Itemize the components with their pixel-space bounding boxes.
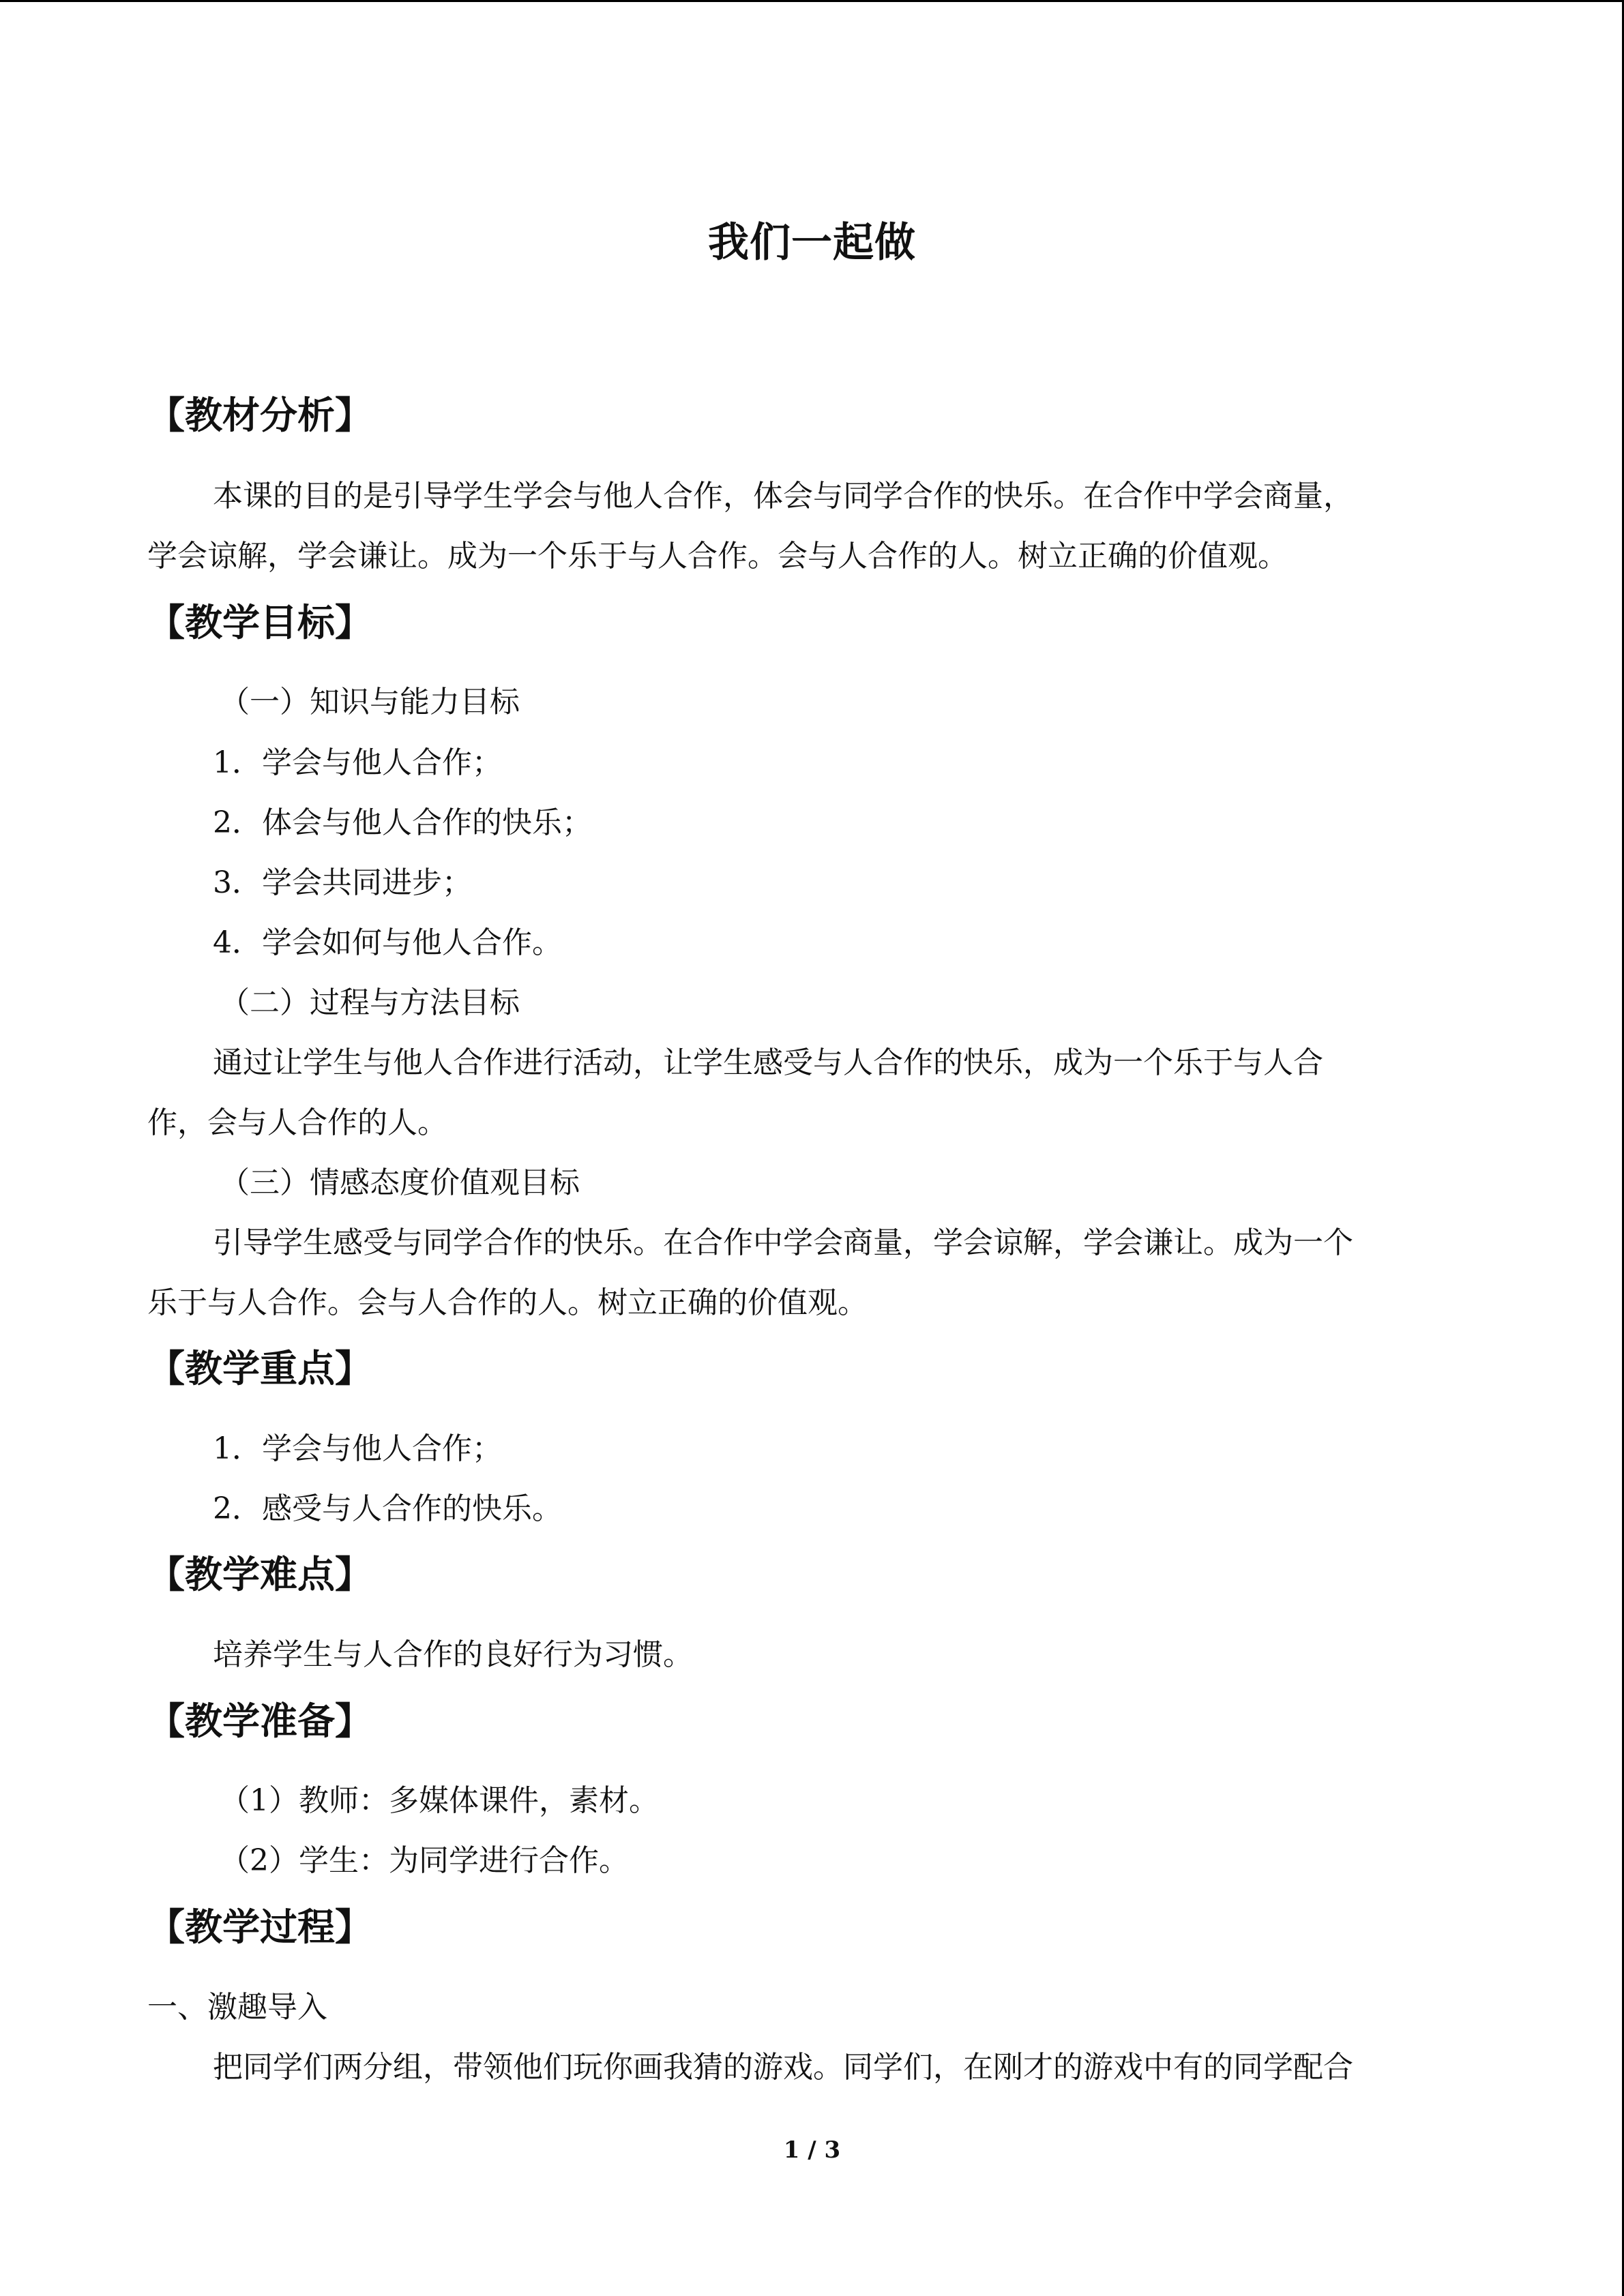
knowledge-item-1: 1．学会与他人合作；: [213, 745, 502, 780]
analysis-line-1: 本课的目的是引导学生学会与他人合作，体会与同学合作的快乐。在合作中学会商量，: [213, 479, 1353, 513]
knowledge-item-4: 4．学会如何与他人合作。: [213, 925, 562, 960]
preparation-item-1: （1）教师：多媒体课件，素材。: [220, 1783, 659, 1818]
process-step1-text: 把同学们两分组，带领他们玩你画我猜的游戏。同学们，在刚才的游戏中有的同学配合: [213, 2050, 1353, 2085]
key-point-item-1: 1．学会与他人合作；: [213, 1431, 502, 1466]
objectives-process-title: （二）过程与方法目标: [220, 985, 520, 1020]
section-heading-key-points: 【教学重点】: [147, 1346, 373, 1390]
process-line-2: 作，会与人合作的人。: [147, 1105, 447, 1140]
knowledge-item-2: 2．体会与他人合作的快乐；: [213, 805, 592, 840]
process-line-1: 通过让学生与他人合作进行活动，让学生感受与人合作的快乐，成为一个乐于与人合: [213, 1045, 1323, 1080]
section-heading-difficulties: 【教学难点】: [147, 1552, 373, 1596]
difficulty-text: 培养学生与人合作的良好行为习惯。: [213, 1637, 693, 1672]
key-point-item-2: 2．感受与人合作的快乐。: [213, 1491, 562, 1526]
page-title: 我们一起做: [708, 219, 916, 267]
emotion-line-2: 乐于与人合作。会与人合作的人。树立正确的价值观。: [147, 1285, 868, 1320]
analysis-line-2: 学会谅解，学会谦让。成为一个乐于与人合作。会与人合作的人。树立正确的价值观。: [147, 539, 1288, 573]
page-number: 1 / 3: [783, 2136, 841, 2164]
emotion-line-1: 引导学生感受与同学合作的快乐。在合作中学会商量，学会谅解，学会谦让。成为一个: [213, 1225, 1353, 1260]
objectives-knowledge-title: （一）知识与能力目标: [220, 685, 520, 719]
section-heading-analysis: 【教材分析】: [147, 393, 373, 437]
objectives-emotion-title: （三）情感态度价值观目标: [220, 1165, 580, 1200]
section-heading-process: 【教学过程】: [147, 1905, 373, 1949]
process-step1-title: 一、激趣导入: [147, 1990, 327, 2025]
section-heading-objectives: 【教学目标】: [147, 600, 373, 644]
section-heading-preparation: 【教学准备】: [147, 1699, 373, 1743]
knowledge-item-3: 3．学会共同进步；: [213, 865, 472, 900]
preparation-item-2: （2）学生：为同学进行合作。: [220, 1843, 629, 1878]
